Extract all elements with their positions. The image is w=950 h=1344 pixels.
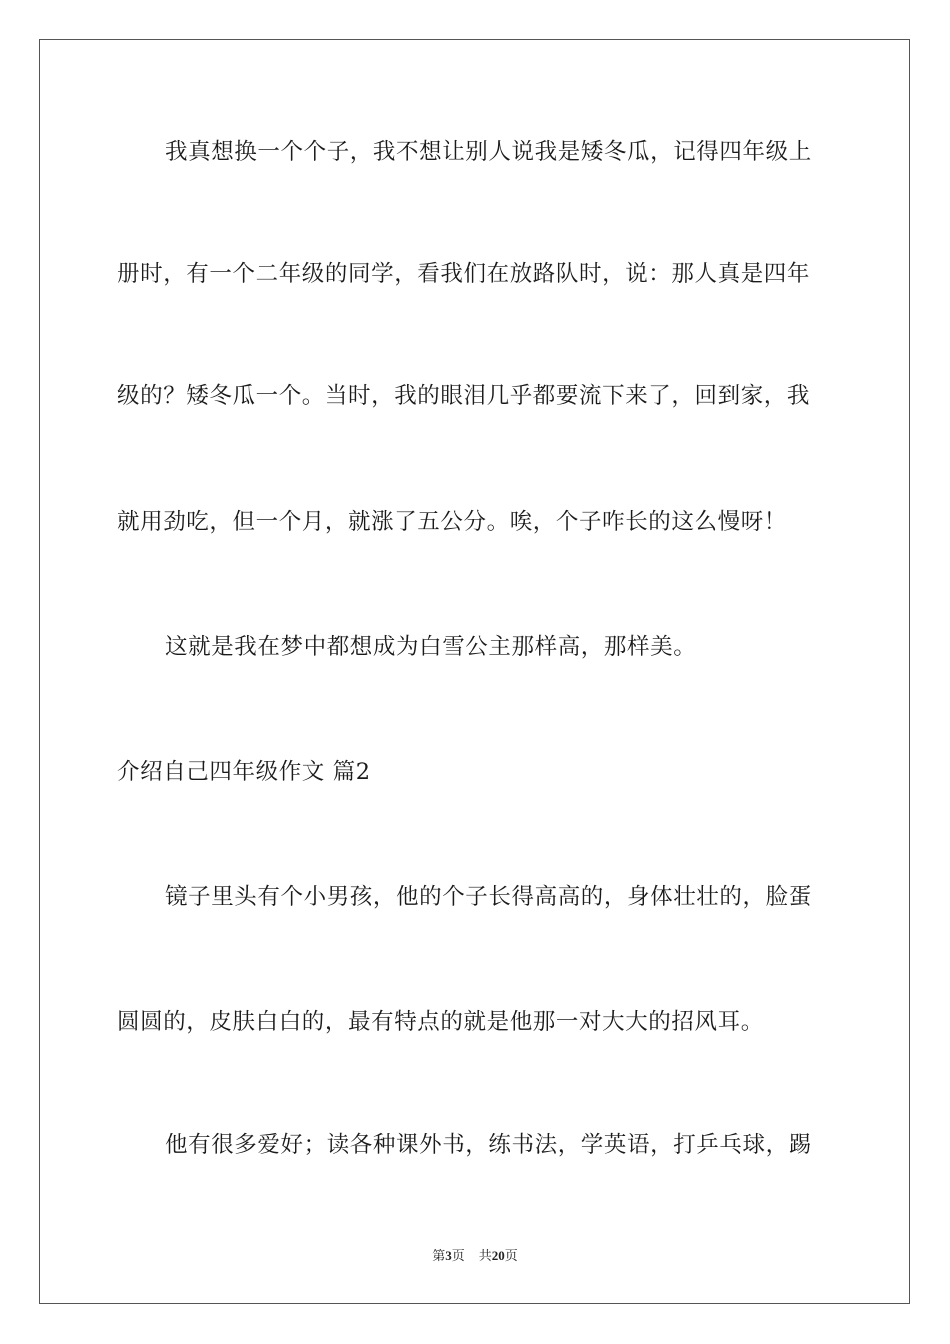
paragraph-line: 这就是我在梦中都想成为白雪公主那样高，那样美。 [165,634,697,660]
paragraph-line: 级的？矮冬瓜一个。当时，我的眼泪几乎都要流下来了，回到家，我 [117,383,811,409]
page-border [39,39,910,1304]
paragraph-line: 圆圆的，皮肤白白的，最有特点的就是他那一对大大的招风耳。 [117,1009,764,1035]
section-heading: 介绍自己四年级作文 篇2 [117,759,371,785]
paragraph-line: 册时，有一个二年级的同学，看我们在放路队时，说：那人真是四年 [117,261,811,287]
paragraph-line: 我真想换一个个子，我不想让别人说我是矮冬瓜，记得四年级上 [165,139,812,165]
paragraph-line: 镜子里头有个小男孩，他的个子长得高高的，身体壮壮的，脸蛋 [165,884,812,910]
page-suffix: 页 [451,1248,465,1263]
paragraph-line: 他有很多爱好；读各种课外书，练书法，学英语，打乒乓球，踢 [165,1132,812,1158]
total-prefix: 共 [478,1248,492,1263]
page-prefix: 第 [432,1248,446,1263]
total-pages: 20 [491,1248,505,1263]
page-footer [0,1247,950,1265]
page-number: 3 [445,1248,452,1263]
paragraph-line: 就用劲吃，但一个月，就涨了五公分。唉，个子咋长的这么慢呀！ [117,509,787,535]
total-suffix: 页 [504,1248,518,1263]
